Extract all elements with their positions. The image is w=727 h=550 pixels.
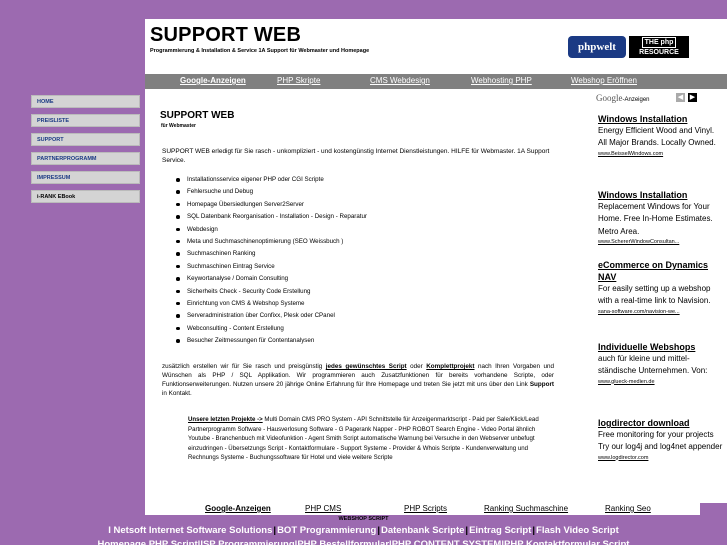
- site-title: SUPPORT WEB: [150, 24, 302, 46]
- list-item: Webdesign: [176, 226, 367, 238]
- footnav-right-pad: [700, 503, 727, 515]
- ad-text: auch für kleine und mittel-ständische Unternehmen. Von:: [598, 354, 708, 376]
- phpwelt-logo-text: phpwelt: [578, 41, 616, 53]
- footer-links: [0, 525, 727, 536]
- footer-separator: |: [273, 525, 277, 536]
- sidebar-item-home[interactable]: HOME: [31, 95, 140, 108]
- list-item: Besucher Zeitmessungen für Contentanalysen: [176, 337, 367, 349]
- sidebar-item-support[interactable]: SUPPORT: [31, 133, 140, 146]
- sidebar-item-impressum[interactable]: IMPRESSUM: [31, 171, 140, 184]
- support-link[interactable]: Support: [529, 381, 554, 388]
- ad-url[interactable]: sana-software.com/navision-we...: [598, 308, 680, 315]
- ads-label: -Anzeigen: [622, 97, 650, 103]
- footer-separator: |: [377, 525, 380, 536]
- google-logo: Google: [596, 93, 623, 103]
- topnav-php-skripte[interactable]: PHP Skripte: [277, 76, 321, 85]
- ad-title[interactable]: eCommerce on Dynamics NAV: [598, 260, 709, 282]
- list-item: Homepage Übersiedlungen Server2Server: [176, 201, 367, 213]
- header-left-pad: [0, 19, 145, 74]
- para2-text-b: oder: [406, 363, 427, 370]
- chevron-right-icon[interactable]: ▶: [689, 94, 696, 101]
- footer-separator: |: [294, 539, 298, 550]
- list-item: Keywortanalyse / Domain Consulting: [176, 275, 367, 287]
- ad-url[interactable]: www.BeisselWindows.com: [598, 150, 664, 157]
- intro-text: SUPPORT WEB erledigt für Sie rasch - unkompliziert - und kostengünstig Internet Dienstleistungen. HILFE für Webmaster. 1A Support Service.: [162, 148, 550, 164]
- php-resource-logo[interactable]: [629, 36, 689, 58]
- list-item: Installationsservice eigener PHP oder CGI Scripte: [176, 176, 367, 188]
- list-item: Sicherheits Check - Security Code Erstellung: [176, 288, 367, 300]
- script-offer-paragraph: [162, 362, 554, 398]
- komplettprojekt-link[interactable]: Komplettprojekt: [426, 363, 475, 370]
- topnav-webshop-eroeffnen[interactable]: Webshop Eröffnen: [571, 76, 637, 85]
- footnav-php-cms[interactable]: PHP CMS: [305, 504, 342, 513]
- list-item: Webconsulting - Content Erstellung: [176, 325, 367, 337]
- ad-url[interactable]: www.SchererWindowConsultan...: [598, 238, 680, 245]
- footnav-ranking-seo[interactable]: Ranking Seo: [605, 504, 651, 513]
- para2-text-a: zusätzlich erstellen wir für Sie rasch und preisgünstig: [162, 363, 326, 370]
- sidebar-item-irank-ebook[interactable]: i-RANK EBook: [31, 190, 140, 203]
- list-item: SQL Datenbank Reorganisation - Installation - Design - Reparatur: [176, 213, 367, 225]
- ad-item[interactable]: [598, 417, 723, 462]
- chevron-left-icon[interactable]: ◀: [677, 94, 684, 101]
- page-title: SUPPORT WEB: [160, 110, 235, 121]
- footer-link[interactable]: PHP CONTENT SYSTEM: [391, 539, 502, 550]
- footer-link[interactable]: Eintrag Script: [469, 525, 532, 536]
- topnav-left-pad: [0, 74, 145, 89]
- ad-item[interactable]: [598, 189, 723, 246]
- para2-text-c: nach Ihren Vorgaben und Wünschen als PHP / SQL Applikation. Wir programmieren auch Zusatzfunktionen für bereits vorhandene Scripte, oder Funktionserweiterungen. Nutzen unsere 20 jährige Online Erfahrung für Ihre Homepage und treten Sie jetzt mit uns über den Link: [162, 363, 554, 388]
- list-item: Serveradministration über Confixx, Plesk oder CPanel: [176, 312, 367, 324]
- header: [0, 19, 727, 74]
- footnav-left-pad: [0, 503, 145, 515]
- ads-column: [590, 89, 727, 503]
- footer-link[interactable]: Homepage PHP Script: [97, 539, 198, 550]
- services-list: [176, 176, 367, 349]
- ad-item[interactable]: [598, 259, 723, 316]
- footer-link[interactable]: BOT Programmierung: [277, 525, 377, 536]
- projects-heading: Unsere letzten Projekte ->: [188, 416, 263, 423]
- footer-link[interactable]: PHP Bestellformular: [297, 539, 390, 550]
- ad-item[interactable]: [598, 113, 723, 158]
- footer-separator: |: [501, 539, 504, 550]
- footer-link[interactable]: PHP Kontaktformular Script: [504, 539, 630, 550]
- footer-link[interactable]: I Netsoft Internet Software Solutions: [108, 525, 273, 536]
- para2-text-d: in Kontakt.: [162, 390, 192, 397]
- ad-url[interactable]: www.logdirector.com: [598, 454, 649, 461]
- ad-text: Free monitoring for your projects Try our log4j and log4net appender: [598, 430, 723, 452]
- footer-navigation: [0, 503, 727, 515]
- ad-title[interactable]: Windows Installation: [598, 114, 688, 124]
- ads-header: [596, 93, 650, 103]
- top-band: [0, 0, 727, 19]
- page-subtitle: für Webmaster: [161, 123, 196, 129]
- ad-title[interactable]: Windows Installation: [598, 190, 688, 200]
- ad-title[interactable]: Individuelle Webshops: [598, 342, 696, 352]
- footer-link[interactable]: Datenbank Scripte: [380, 525, 465, 536]
- main-content: [150, 89, 580, 503]
- footer-link[interactable]: ISP Programmierung: [200, 539, 295, 550]
- footnav-google-ads[interactable]: Google-Anzeigen: [205, 504, 271, 513]
- footer-separator: |: [532, 525, 536, 536]
- ad-url[interactable]: www.glueck-medien.de: [598, 378, 655, 385]
- sidebar-item-partnerprogramm[interactable]: PARTNERPROGRAMM: [31, 152, 140, 165]
- top-navigation: [0, 74, 727, 89]
- php-resource-line1: THE php: [642, 37, 677, 48]
- php-resource-line2: RESOURCE: [639, 49, 679, 56]
- footer-separator: |: [389, 539, 392, 550]
- sidebar-item-preisliste[interactable]: PREISLISTE: [31, 114, 140, 127]
- ad-text: Energy Efficient Wood and Vinyl. All Major Brands. Locally Owned.: [598, 126, 716, 148]
- topnav-cms-webdesign[interactable]: CMS Webdesign: [370, 76, 430, 85]
- script-link[interactable]: jedes gewünschtes Script: [325, 363, 407, 370]
- topnav-google-ads[interactable]: Google-Anzeigen: [180, 76, 246, 85]
- list-item: Einrichtung von CMS & Webshop Systeme: [176, 300, 367, 312]
- list-item: Suchmaschinen Eintrag Service: [176, 263, 367, 275]
- ads-arrows: [676, 93, 697, 102]
- list-item: Fehlersuche und Debug: [176, 188, 367, 200]
- topnav-webhosting-php[interactable]: Webhosting PHP: [471, 76, 532, 85]
- list-item: Suchmaschinen Ranking: [176, 250, 367, 262]
- ad-text: Replacement Windows for Your Home. Free In-Home Estimates. Metro Area.: [598, 202, 713, 236]
- footnav-ranking-suchmaschine[interactable]: Ranking Suchmaschine: [484, 504, 569, 513]
- projects-paragraph: [188, 415, 558, 463]
- footer-separator: |: [197, 539, 201, 550]
- footer-separator: |: [465, 525, 469, 536]
- footer-link[interactable]: Flash Video Script: [536, 525, 619, 536]
- footer: [0, 515, 727, 550]
- phpwelt-logo[interactable]: [568, 36, 626, 58]
- sidebar: [0, 89, 145, 503]
- projects-text: Multi Domain CMS PRO System - API Schnittstelle für Anzeigenmarktscript - Paid per Sale/Klick/Lead Partnerprogramm Software - Hausverlosung Software - G Pagerank Napper - PHP ROBOT Search Engine - Video Portal ähnlich Youtube - Branchenbuch mit Videofunktion - Agent Smith Script automatische Warnung bei Versuche in den Webserver unbefugt einzudringen - Übersetzungs Script - Kontaktformulare - Support Systeme - Provider & Whois Scripte - Kundenverwaltung und Rechnungs Systeme - Buchungssoftware für Hotel und viele weitere Scripte: [188, 416, 539, 462]
- site-subtitle: Programmierung & Installation & Service 1A Support für Webmaster und Homepage: [150, 48, 370, 54]
- ad-text: For easily setting up a webshop with a real-time link to Navision.: [598, 284, 711, 306]
- ad-title[interactable]: logdirector download: [598, 418, 690, 428]
- ad-item[interactable]: [598, 341, 723, 386]
- list-item: Meta und Suchmaschinenoptimierung (SEO Weissbuch ): [176, 238, 367, 250]
- footnav-php-scripts[interactable]: PHP Scripts: [404, 504, 447, 513]
- footer-label: WEBSHOP SCRIPT: [338, 516, 389, 522]
